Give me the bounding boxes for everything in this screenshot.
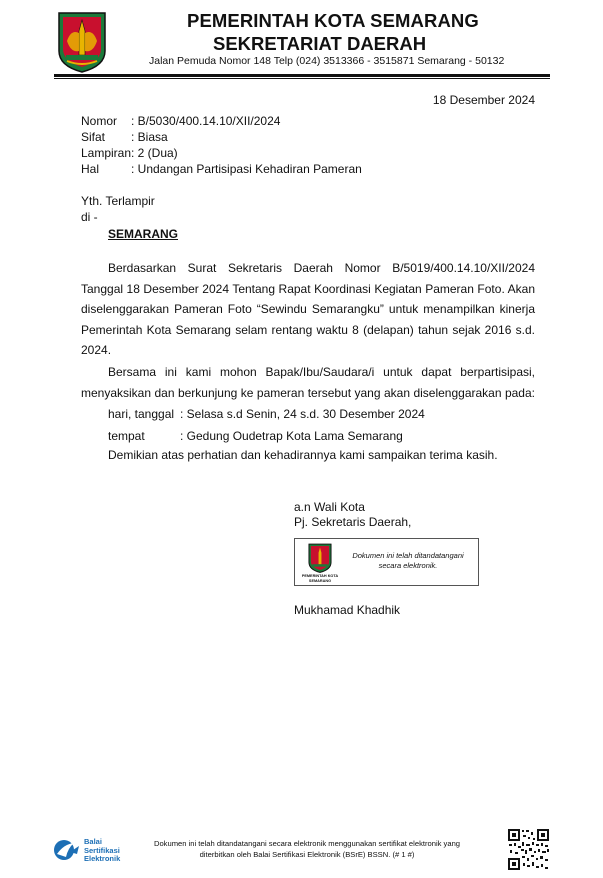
meta-label-lampiran: Lampiran (81, 146, 132, 160)
body-line: diselenggarakan Pameran Foto “Sewindu Semarangku” untuk menampilkan kinerja (81, 302, 535, 316)
semarang-crest-icon (57, 11, 107, 73)
recipient-city: SEMARANG (108, 227, 179, 241)
bsre-label-line: Sertifikasi (84, 845, 120, 855)
body-line: Tanggal 18 Desember 2024 Tentang Rapat Koordinasi Kegiatan Pameran Foto. Akan (81, 281, 535, 296)
recipient-di: di - (81, 210, 98, 224)
qr-code-icon (507, 828, 550, 871)
body-paragraph-1 (81, 258, 535, 361)
signature-on-behalf: a.n Wali Kota (294, 500, 365, 514)
meta-label-nomor: Nomor (81, 114, 118, 128)
event-label-date: hari, tanggal (108, 407, 175, 421)
body-line: Bersama ini kami mohon Bapak/Ibu/Saudara/i untuk dapat berpartisipasi, (108, 365, 535, 379)
header-rule (54, 74, 550, 77)
meta-value-nomor: : B/5030/400.14.10/XII/2024 (131, 114, 281, 128)
meta-value-hal: : Undangan Partisipasi Kehadiran Pameran (131, 162, 362, 176)
meta-value-lampiran: : 2 (Dua) (131, 146, 178, 160)
body-line: menyaksikan dan berkunjung ke pameran tersebut yang akan diselenggarakan pada: (81, 385, 535, 400)
meta-value-sifat: : Biasa (131, 130, 168, 144)
stamp-text: Dokumen ini telah ditandatangani secara elektronik. (352, 551, 464, 570)
office-address: Jalan Pemuda Nomor 148 Telp (024) 3513366 - 3515871 Semarang - 50132 (149, 55, 505, 67)
office-name: SEKRETARIAT DAERAH (213, 33, 427, 54)
government-name: PEMERINTAH KOTA SEMARANG (187, 10, 479, 31)
stamp-caption: PEMERINTAH KOTA SEMARANG (301, 574, 339, 583)
meta-label-hal: Hal (81, 162, 100, 176)
body-line: Pemerintah Kota Semarang selam rentang waktu 8 (delapan) tahun sejak 2016 s.d. (81, 322, 535, 337)
bsre-label (84, 838, 120, 864)
event-value-date: : Selasa s.d Senin, 24 s.d. 30 Desember 2024 (180, 407, 425, 421)
body-line: 2024. (81, 343, 112, 357)
meta-label-sifat: Sifat (81, 130, 106, 144)
bsre-label-line: Elektronik (84, 854, 121, 863)
header-rule-thin (54, 78, 550, 79)
body-paragraph-2 (81, 362, 535, 403)
body-line: Berdasarkan Surat Sekretaris Daerah Nomor B/5019/400.14.10/XII/2024 (108, 261, 535, 275)
bsre-logo-icon (52, 838, 82, 862)
recipient-line: Yth. Terlampir (81, 194, 155, 208)
event-value-place: : Gedung Oudetrap Kota Lama Semarang (180, 429, 403, 443)
electronic-signature-stamp (294, 538, 479, 586)
bsre-label-line: Balai (84, 837, 102, 846)
event-label-place: tempat (108, 429, 145, 443)
letter-date: 18 Desember 2024 (432, 93, 535, 107)
footer-certificate-note: Dokumen ini telah ditandatangani secara elektronik menggunakan sertifikat elektronik yang diterbitkan oleh Balai Sertifikasi Elektronik (BSrE) BSSN. (# 1 #) (153, 839, 461, 859)
signature-title: Pj. Sekretaris Daerah, (294, 515, 412, 529)
semarang-crest-icon (308, 543, 332, 573)
closing-sentence: Demikian atas perhatian dan kehadirannya kami sampaikan terima kasih. (108, 448, 498, 462)
signatory-name: Mukhamad Khadhik (294, 603, 401, 617)
